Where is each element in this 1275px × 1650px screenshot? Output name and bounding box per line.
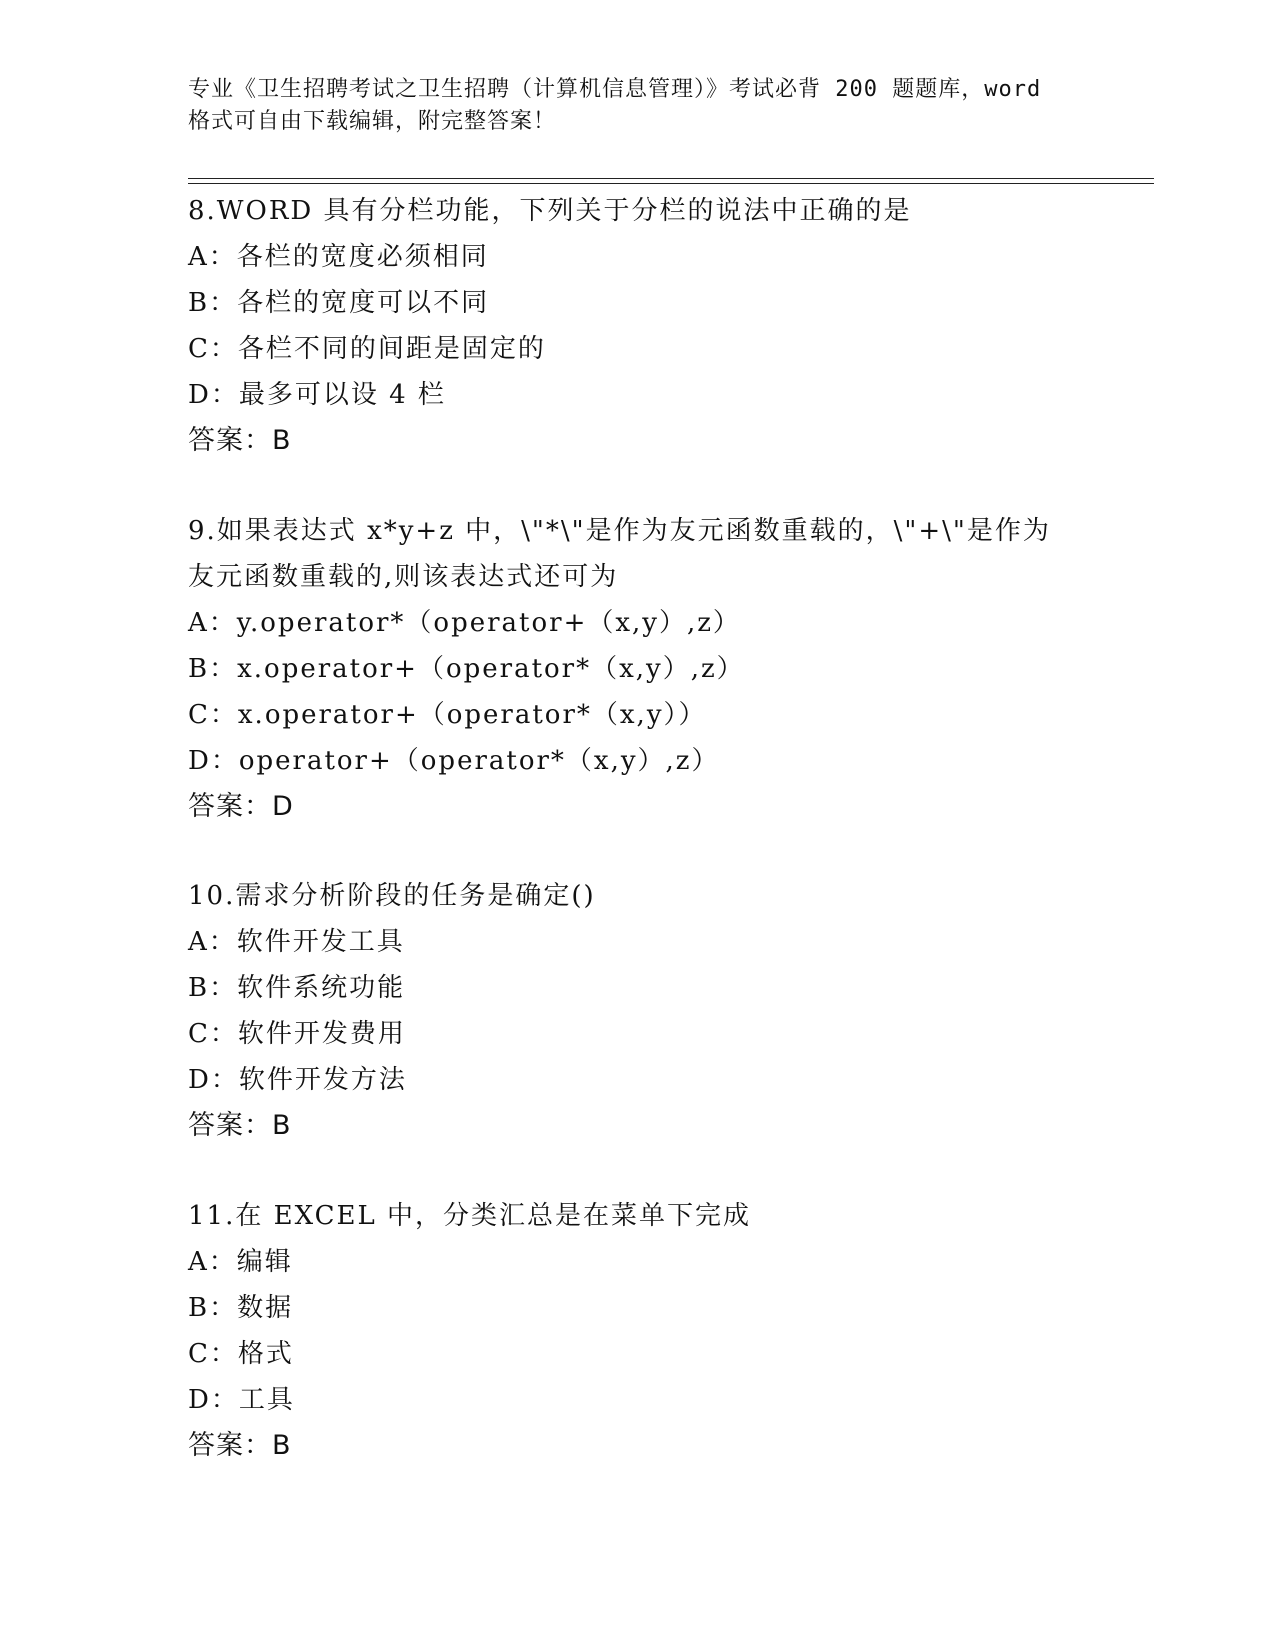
question-block-10 bbox=[188, 873, 1148, 1149]
option-a: A：各栏的宽度必须相同 bbox=[188, 242, 489, 272]
header-divider-bottom bbox=[188, 183, 1154, 184]
option-a: A：软件开发工具 bbox=[188, 927, 405, 957]
question-stem-continued: 友元函数重载的,则该表达式还可为 bbox=[188, 562, 619, 592]
question-stem: 10.需求分析阶段的任务是确定() bbox=[188, 881, 596, 911]
option-c: C：x.operator+（operator*（x,y）） bbox=[188, 700, 707, 730]
option-b: B：软件系统功能 bbox=[188, 973, 406, 1003]
answer: 答案：D bbox=[188, 791, 294, 822]
option-d: D：operator+（operator*（x,y）,z） bbox=[188, 746, 720, 776]
option-d: D：工具 bbox=[188, 1385, 295, 1415]
question-block-11 bbox=[188, 1193, 1148, 1469]
header-divider-top bbox=[188, 178, 1154, 179]
question-block-9 bbox=[188, 508, 1148, 830]
answer: 答案：B bbox=[188, 1110, 292, 1141]
option-b: B：x.operator+（operator*（x,y）,z） bbox=[188, 654, 745, 684]
option-c: C：格式 bbox=[188, 1339, 294, 1369]
answer: 答案：B bbox=[188, 1430, 292, 1461]
document-header bbox=[188, 74, 1108, 138]
option-d: D：最多可以设 4 栏 bbox=[188, 380, 446, 410]
option-a: A：编辑 bbox=[188, 1247, 293, 1277]
option-a: A：y.operator*（operator+（x,y）,z） bbox=[188, 608, 741, 638]
question-block-8 bbox=[188, 188, 1148, 464]
option-c: C：软件开发费用 bbox=[188, 1019, 406, 1049]
option-c: C：各栏不同的间距是固定的 bbox=[188, 334, 546, 364]
question-stem: 11.在 EXCEL 中，分类汇总是在菜单下完成 bbox=[188, 1201, 752, 1231]
header-line-1: 专业《卫生招聘考试之卫生招聘（计算机信息管理）》考试必背 200 题题库，word bbox=[188, 77, 1042, 102]
option-d: D：软件开发方法 bbox=[188, 1065, 407, 1095]
answer: 答案：B bbox=[188, 425, 292, 456]
question-stem: 8.WORD 具有分栏功能，下列关于分栏的说法中正确的是 bbox=[188, 196, 912, 226]
option-b: B：数据 bbox=[188, 1293, 294, 1323]
header-line-2: 格式可自由下载编辑，附完整答案！ bbox=[188, 109, 557, 134]
option-b: B：各栏的宽度可以不同 bbox=[188, 288, 490, 318]
question-stem: 9.如果表达式 x*y+z 中，\"*\"是作为友元函数重载的，\"+\"是作为 bbox=[188, 516, 1051, 546]
